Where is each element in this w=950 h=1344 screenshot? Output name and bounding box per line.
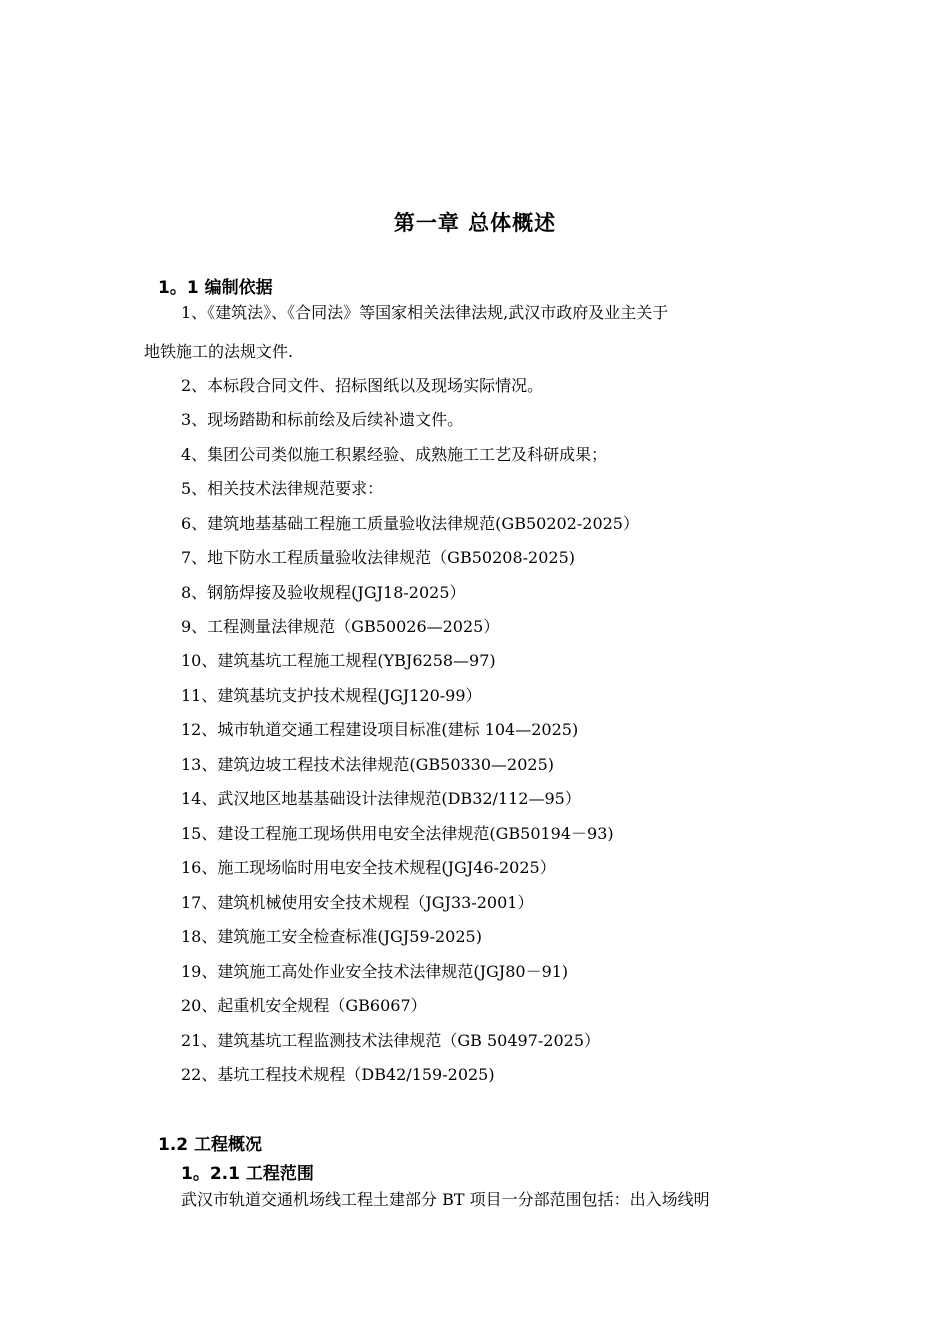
chapter-title: 第一章 总体概述	[393, 211, 557, 235]
basis-item: 3、现场踏勘和标前绘及后续补遗文件。	[181, 410, 464, 429]
basis-item: 6、建筑地基基础工程施工质量验收法律规范(GB50202-2025）	[181, 514, 639, 533]
basis-item: 4、集团公司类似施工积累经验、成熟施工工艺及科研成果；	[181, 445, 608, 464]
basis-item: 8、钢筋焊接及验收规程(JGJ18-2025）	[181, 583, 466, 602]
basis-item: 11、建筑基坑支护技术规程(JGJ120-99）	[181, 686, 482, 705]
basis-item: 9、工程测量法律规范（GB50026—2025）	[181, 617, 500, 636]
basis-item: 12、城市轨道交通工程建设项目标准(建标 104—2025)	[181, 720, 579, 739]
section-heading-1-2: 1.2 工程概况	[158, 1135, 263, 1155]
basis-item: 19、建筑施工高处作业安全技术法律规范(JGJ80－91)	[181, 962, 569, 981]
basis-item-1-line-2: 地铁施工的法规文件.	[144, 342, 294, 361]
section-heading-1-1: 1。1 编制依据	[158, 278, 273, 298]
basis-item: 22、基坑工程技术规程（DB42/159-2025)	[181, 1065, 495, 1084]
basis-item: 15、建设工程施工现场供用电安全法律规范(GB50194－93)	[181, 824, 614, 843]
basis-item: 21、建筑基坑工程监测技术法律规范（GB 50497-2025）	[181, 1031, 601, 1050]
basis-item: 20、起重机安全规程（GB6067）	[181, 996, 427, 1015]
basis-item: 10、建筑基坑工程施工规程(YBJ6258—97)	[181, 651, 496, 670]
basis-item: 13、建筑边坡工程技术法律规范(GB50330—2025)	[181, 755, 555, 774]
basis-item: 5、相关技术法律规范要求：	[181, 479, 384, 498]
basis-item: 14、武汉地区地基基础设计法律规范(DB32/112—95）	[181, 789, 581, 808]
basis-item: 18、建筑施工安全检查标准(JGJ59-2025)	[181, 927, 482, 946]
basis-item: 7、地下防水工程质量验收法律规范（GB50208-2025)	[181, 548, 575, 567]
basis-item-1-line-1: 1、《建筑法》、《合同法》等国家相关法律法规,武汉市政府及业主关于	[181, 303, 669, 322]
basis-item: 16、施工现场临时用电安全技术规程(JGJ46-2025）	[181, 858, 556, 877]
basis-item: 2、本标段合同文件、招标图纸以及现场实际情况。	[181, 376, 544, 395]
subsection-heading-1-2-1: 1。2.1 工程范围	[181, 1164, 314, 1184]
scope-text-line-1: 武汉市轨道交通机场线工程土建部分 BT 项目一分部范围包括：出入场线明	[181, 1190, 710, 1209]
basis-item: 17、建筑机械使用安全技术规程（JGJ33-2001）	[181, 893, 534, 912]
